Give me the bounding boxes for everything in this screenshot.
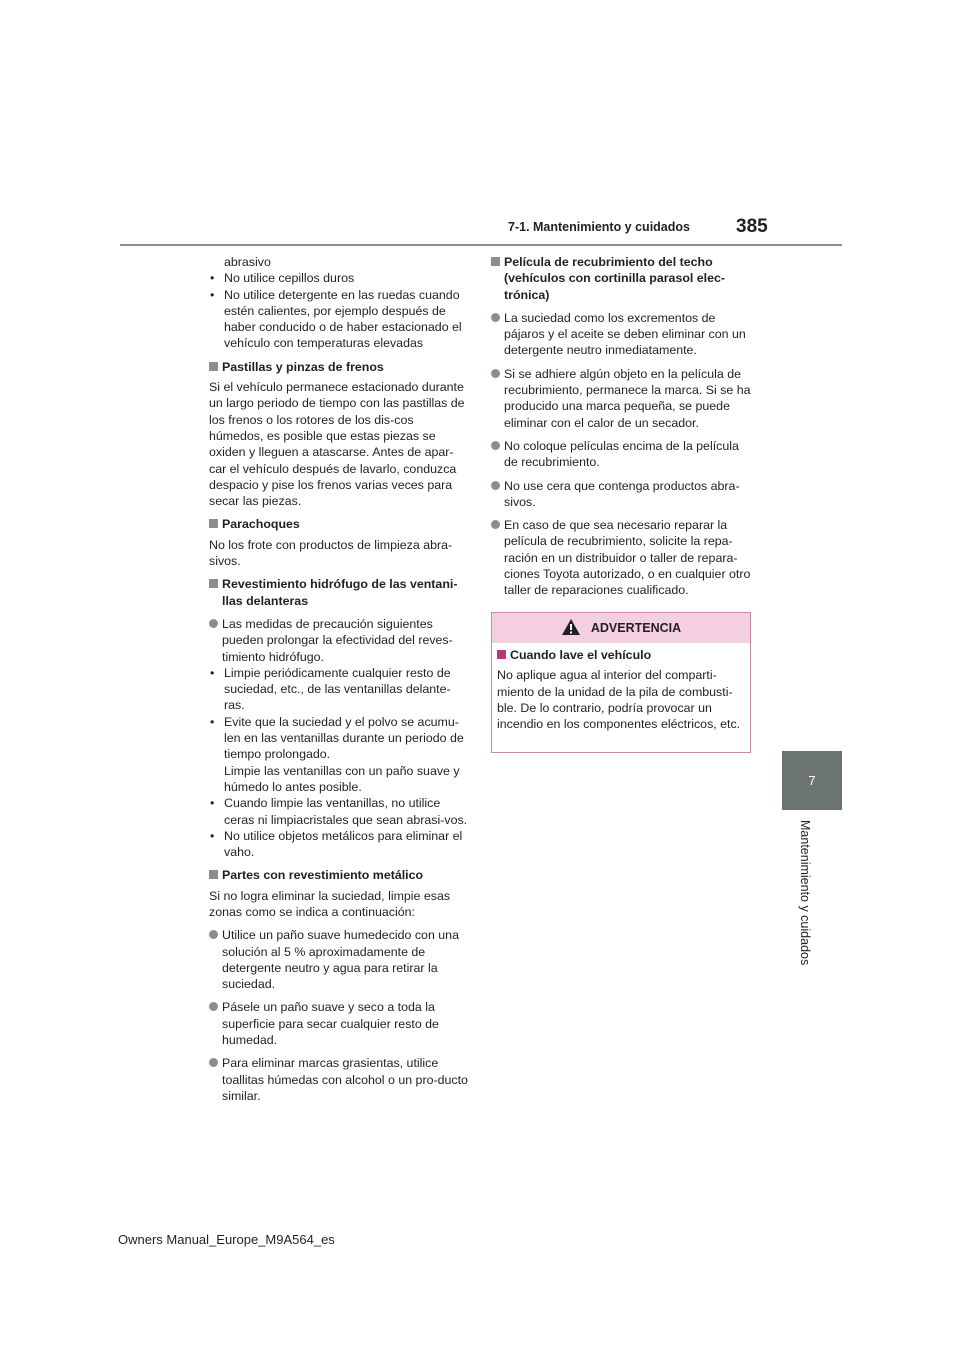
list-item: La suciedad como los excrementos de pájaros y el aceite se deben eliminar con un detergente neutro inmediatamente.: [491, 310, 753, 359]
warning-heading: Cuando lave el vehículo: [497, 647, 745, 663]
header-rule: [120, 244, 842, 246]
list-item: Limpie las ventanillas con un paño suave y húmedo lo antes posible.: [224, 763, 460, 794]
section-title: 7-1. Mantenimiento y cuidados: [508, 220, 690, 234]
list-item: • Evite que la suciedad y el polvo se acumu-len en las ventanillas durante un periodo de tiempo prolongado.: [209, 714, 469, 763]
list-item: En caso de que sea necesario reparar la película de recubrimiento, solicite la repa-ración en un distribuidor o taller de repara-ciones Toyota autorizado, o en cualquier otro taller de reparaciones cualificado.: [491, 517, 753, 598]
warning-box: [491, 612, 751, 753]
warning-icon: [561, 618, 581, 639]
warning-header: [492, 613, 750, 643]
list-item: Las medidas de precaución siguientes pueden prolongar la efectividad del reves-timiento hidrófugo.: [209, 616, 469, 665]
list-item: Para eliminar marcas grasientas, utilice toallitas húmedas con alcohol o un pro-ducto similar.: [209, 1055, 469, 1104]
paragraph: No los frote con productos de limpieza abra-sivos.: [209, 537, 453, 569]
list-item: • No utilice cepillos duros: [209, 270, 469, 286]
left-column: [209, 254, 469, 1104]
list-item: Si se adhiere algún objeto en la película de recubrimiento, permanece la marca. Si se ha producido una marca pequeña, se puede eliminar con el calor de un secador.: [491, 366, 753, 431]
page-number: 385: [736, 216, 768, 237]
footer-text: Owners Manual_Europe_M9A564_es: [118, 1232, 335, 1247]
heading-pastillas: Pastillas y pinzas de frenos: [209, 359, 469, 375]
list-item: • No utilice detergente en las ruedas cuando estén calientes, por ejemplo después de haber conducido o de haber estacionado el vehículo con temperaturas elevadas: [209, 287, 469, 352]
right-column: [491, 254, 753, 599]
chapter-tab: 7: [782, 751, 842, 810]
warning-text: No aplique agua al interior del comparti-miento de la unidad de la pila de combusti-ble. De lo contrario, podría provocar un incendio en los componentes eléctricos, etc.: [497, 668, 741, 732]
list-item: No coloque películas encima de la película de recubrimiento.: [491, 438, 753, 471]
heading-metalico: Partes con revestimiento metálico: [209, 867, 469, 883]
list-item: • Cuando limpie las ventanillas, no utilice ceras ni limpiacristales que sean abrasi-vos.: [209, 795, 469, 828]
paragraph: Si el vehículo permanece estacionado durante un largo periodo de tiempo con las pastillas de los frenos o los rotores de los dis-cos húmedos, es posible que estas piezas se oxiden y lleguen a atascarse. Antes de apar-car el vehículo después de lavarlo, conduzca despacio y pise los frenos varias veces para secar las piezas.: [209, 380, 465, 509]
warning-body: [492, 643, 750, 736]
list-item: No use cera que contenga productos abra-sivos.: [491, 478, 753, 511]
list-item: Utilice un paño suave humedecido con una solución al 5 % aproximadamente de detergente neutro y agua para retirar la suciedad.: [209, 927, 469, 992]
heading-parachoques: Parachoques: [209, 516, 469, 532]
heading-revestimiento: Revestimiento hidrófugo de las ventani-llas delanteras: [209, 576, 469, 609]
continued-text: abrasivo: [224, 255, 271, 269]
warning-title: ADVERTENCIA: [590, 621, 682, 635]
heading-pelicula: Película de recubrimiento del techo (vehículos con cortinilla parasol elec-trónica): [491, 254, 753, 303]
paragraph: Si no logra eliminar la suciedad, limpie esas zonas como se indica a continuación:: [209, 888, 451, 919]
list-item: • No utilice objetos metálicos para eliminar el vaho.: [209, 828, 469, 861]
chapter-label: Mantenimiento y cuidados: [798, 820, 812, 966]
list-item: • Limpie periódicamente cualquier resto de suciedad, etc., de las ventanillas delante-ras.: [209, 665, 469, 714]
list-item: Pásele un paño suave y seco a toda la superficie para secar cualquier resto de humedad.: [209, 999, 469, 1048]
